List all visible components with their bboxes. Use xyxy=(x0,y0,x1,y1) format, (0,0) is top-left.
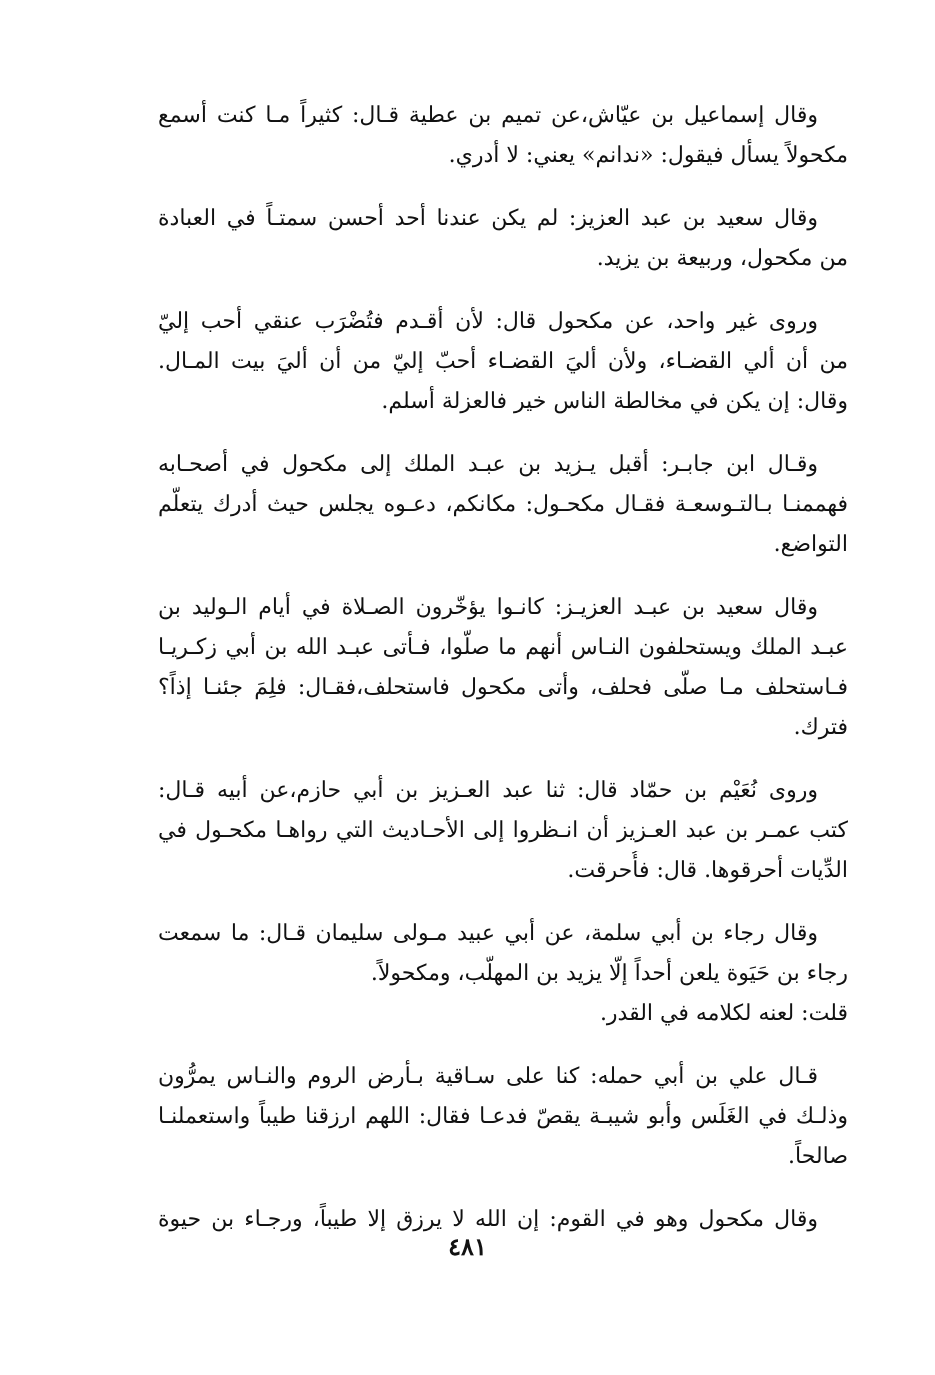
text-line: كتب عمـر بن عبد العـزيز أن انـظروا إلى الأحـاديث التي رواهـا مكحـول في xyxy=(158,818,848,843)
paragraph xyxy=(158,445,848,565)
text-line: عبـد الملك ويستحلفون النـاس أنهم ما صلّوا، فـأتى عبـد الله بن أبي زكـريـا xyxy=(158,635,848,660)
text-line: فترك. xyxy=(793,715,848,740)
text-line: صالحاً. xyxy=(788,1144,848,1169)
text-line: وقال رجاء بن أبي سلمة، عن أبي عبيد مـولى سليمان قـال: ما سمعت xyxy=(158,921,818,946)
text-line: قلت: لعنه لكلامه في القدر. xyxy=(599,1001,848,1026)
paragraph xyxy=(158,771,848,891)
page-number: ٤٨١ xyxy=(448,1232,487,1261)
text-line: التواضع. xyxy=(773,532,848,557)
text-line: الدِّيات أحرقوها. قال: فأُحرقت. xyxy=(567,858,848,883)
text-line: وقال إسماعيل بن عيّاش،عن تميم بن عطية قـال: كثيراً مـا كنت أسمع xyxy=(158,103,818,128)
page-body xyxy=(158,96,848,1263)
text-line: وقال سعيد بن عبـد العزيـز: كانـوا يؤخّرون الصـلاة في أيام الـوليد بن xyxy=(158,595,818,620)
text-line: فهممنـا بـالتـوسعـة فقـال مكحـول: مكانكم، دعـوه يجلس حيث أدرك يتعلّم xyxy=(158,492,848,517)
paragraph xyxy=(158,588,848,748)
text-line: وذلـك في الغَلَس وأبو شيبـة يقصّ فدعـا فقال: اللهم ارزقنا طيباً واستعملنـا xyxy=(158,1104,848,1129)
paragraph xyxy=(158,914,848,1034)
text-line: من مكحول، وربيعة بن يزيد. xyxy=(596,246,848,271)
text-line: رجاء بن حَيَوة يلعن أحداً إلّا يزيد بن المهلّب، ومكحولاً. xyxy=(370,961,848,986)
text-line: وقـال ابن جابـر: أقبل يـزيد بن عبـد الملك إلى مكحول في أصحـابه xyxy=(158,452,818,477)
paragraph xyxy=(158,96,848,176)
text-line: مكحولاً يسأل فيقول: «ندانم» يعني: لا أدري. xyxy=(448,143,848,168)
text-line: وروى غير واحد، عن مكحول قال: لأن أقـدم فتُضْرَب عنقي أحب إليّ xyxy=(158,309,818,334)
text-line: وروى نُعَيْم بن حمّاد قال: ثنا عبد العـزيز بن أبي حازم،عن أبيه قـال: xyxy=(158,778,818,803)
text-line: وقال: إن يكن في مخالطة الناس خير فالعزلة أسلم. xyxy=(381,389,848,414)
text-line: قـال علي بن أبي حمله: كنا على سـاقية بـأرض الروم والنـاس يمرُّون xyxy=(158,1064,818,1089)
paragraph xyxy=(158,199,848,279)
text-line: فـاستحلف مـا صلّى فحلف، وأتى مكحول فاستحلف،فقـال: فلِمَ جئنـا إذاً؟ xyxy=(158,675,848,700)
text-line: وقال سعيد بن عبد العزيز: لم يكن عندنا أحد أحسن سمتـاً في العبادة xyxy=(158,206,818,231)
text-line: من أن ألي القضـاء، ولأن أليَ القضـاء أحبّ إليّ من أن أليَ بيت المـال. xyxy=(158,349,848,374)
paragraph xyxy=(158,1057,848,1177)
text-line: وقال مكحول وهو في القوم: إن الله لا يرزق إلا طيباً، ورجـاء بن حيوة xyxy=(158,1207,819,1232)
paragraph xyxy=(158,302,848,422)
